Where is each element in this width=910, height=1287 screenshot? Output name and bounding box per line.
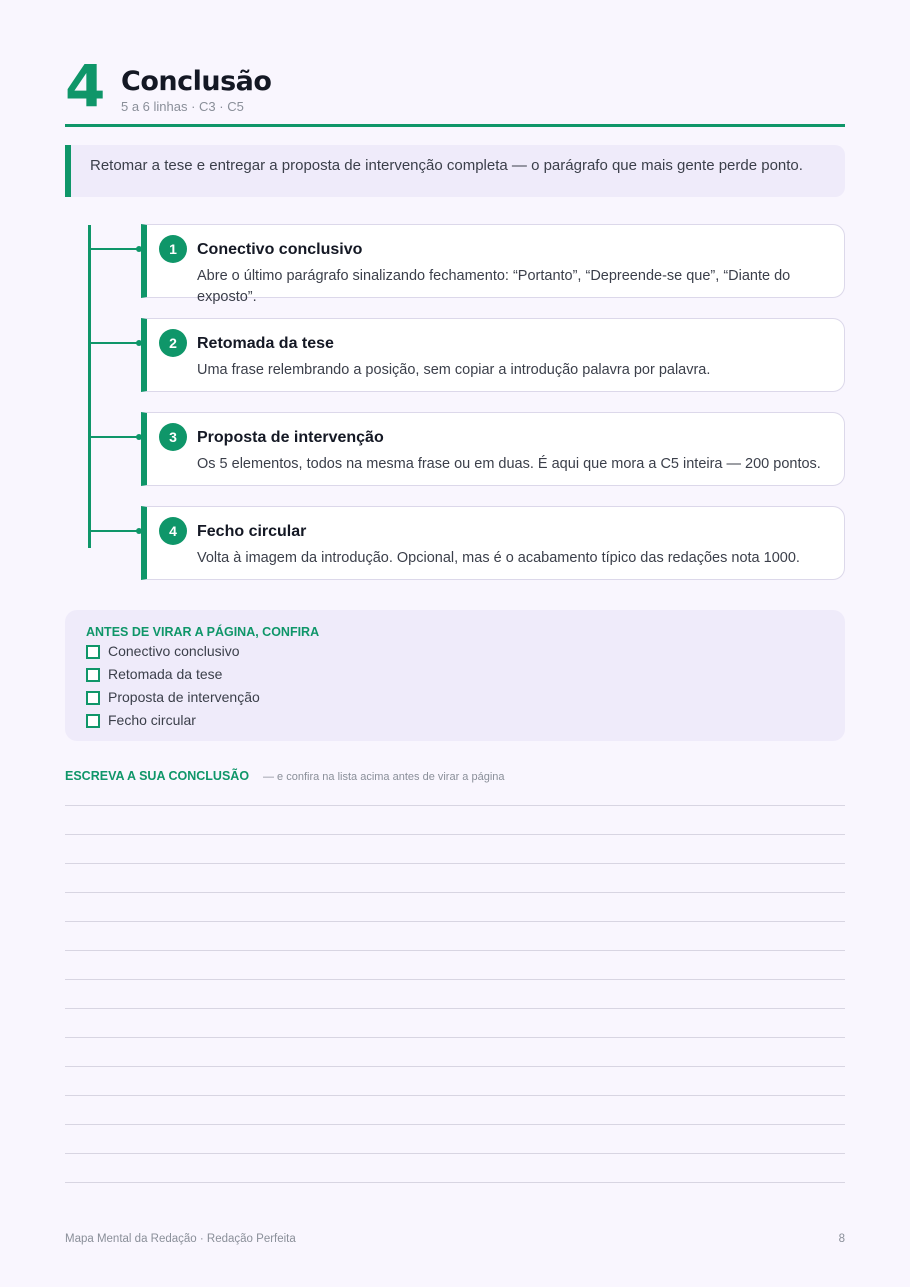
checklist-item-label: Retomada da tese [108,666,223,682]
checklist-panel [65,610,845,741]
checkbox[interactable] [86,645,100,659]
tree-branch [88,342,139,344]
step-number-badge: 3 [159,423,187,451]
step-number-badge: 2 [159,329,187,357]
step-description: Uma frase relembrando a posição, sem copiar a introdução palavra por palavra. [197,362,711,378]
checkbox[interactable] [86,714,100,728]
checklist-heading: ANTES DE VIRAR A PÁGINA, CONFIRA [86,625,320,639]
step-number-badge: 1 [159,235,187,263]
writing-line[interactable] [65,950,845,951]
writing-line[interactable] [65,1095,845,1096]
checklist-item-label: Proposta de intervenção [108,689,260,705]
section-number: 4 [65,52,104,120]
intro-callout [65,145,845,197]
checklist-item-label: Conectivo conclusivo [108,643,240,659]
writing-heading: ESCREVA A SUA CONCLUSÃO [65,769,250,783]
intro-text: Retomar a tese e entregar a proposta de intervenção completa — o parágrafo que mais gente perde ponto. [90,157,803,174]
writing-line[interactable] [65,1124,845,1125]
checklist-item[interactable] [86,687,486,707]
checklist-item[interactable] [86,710,486,730]
writing-line[interactable] [65,863,845,864]
header-divider [65,124,845,127]
writing-line[interactable] [65,979,845,980]
section-title: Conclusão [121,66,272,97]
tree-trunk [88,225,91,548]
page [65,0,845,1287]
checklist-item[interactable] [86,664,486,684]
page-number: 8 [838,1233,845,1245]
section-header [65,52,845,124]
step-number-badge: 4 [159,517,187,545]
step-title: Conectivo conclusivo [197,241,363,258]
tree-branch [88,436,139,438]
writing-line[interactable] [65,1182,845,1183]
section-subtitle: 5 a 6 linhas · C3 · C5 [121,99,244,114]
footer-title: Mapa Mental da Redação · Redação Perfeita [65,1233,296,1245]
checkbox[interactable] [86,691,100,705]
tree-branch [88,530,139,532]
step-title: Fecho circular [197,523,307,540]
writing-line[interactable] [65,892,845,893]
writing-line[interactable] [65,834,845,835]
checklist-item[interactable] [86,641,486,661]
writing-line[interactable] [65,921,845,922]
step-title: Proposta de intervenção [197,429,384,446]
step-description: Volta à imagem da introdução. Opcional, mas é o acabamento típico das redações nota 1000. [197,550,800,566]
step-card [141,412,845,486]
tree-branch [88,248,139,250]
checkbox[interactable] [86,668,100,682]
step-description: Os 5 elementos, todos na mesma frase ou em duas. É aqui que mora a C5 inteira — 200 pontos. [197,456,821,472]
writing-line[interactable] [65,805,845,806]
step-description: Abre o último parágrafo sinalizando fechamento: “Portanto”, “Depreende-se que”, “Diante do exposto”. [197,268,791,305]
writing-line[interactable] [65,1037,845,1038]
checklist-item-label: Fecho circular [108,712,196,728]
writing-line[interactable] [65,1153,845,1154]
writing-line[interactable] [65,1008,845,1009]
writing-hint: — e confira na lista acima antes de virar a página [263,771,505,783]
step-card [141,224,845,305]
step-card [141,318,845,392]
writing-line[interactable] [65,1066,845,1067]
step-title: Retomada da tese [197,335,334,352]
step-card [141,506,845,580]
